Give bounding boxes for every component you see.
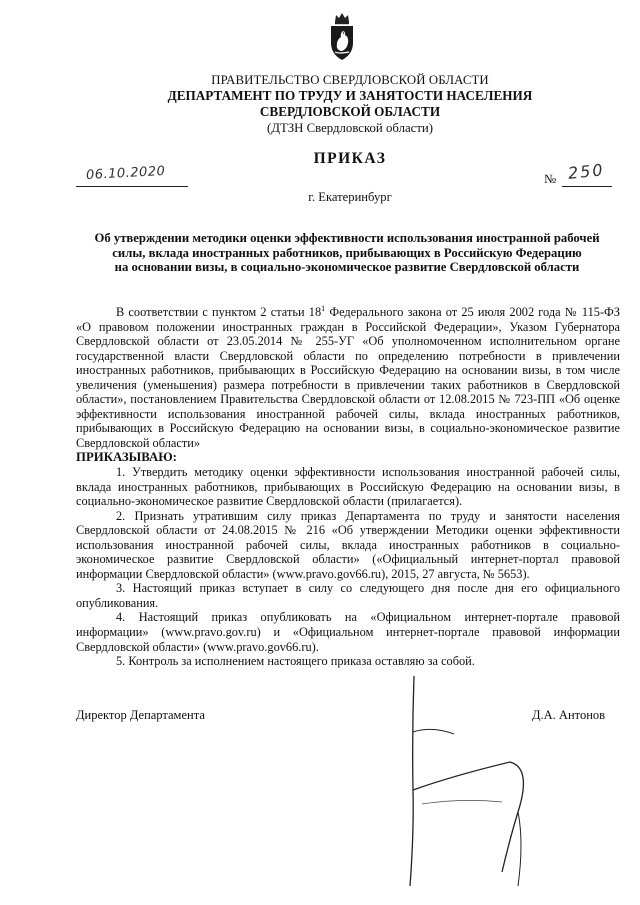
- order-item: 5. Контроль за исполнением настоящего приказа оставляю за собой.: [116, 654, 475, 669]
- government-title: ПРАВИТЕЛЬСТВО СВЕРДЛОВСКОЙ ОБЛАСТИ: [211, 73, 489, 87]
- subject-line: на основании визы, в социально-экономическое развитие Свердловской области: [114, 260, 580, 275]
- order-subject: [72, 231, 622, 275]
- preamble-paragraph: [76, 305, 620, 450]
- order-word: ПРИКАЗЫВАЮ:: [76, 450, 177, 465]
- city: г. Екатеринбург: [308, 190, 392, 204]
- signature-icon: [392, 672, 542, 892]
- region-title: СВЕРДЛОВСКОЙ ОБЛАСТИ: [259, 104, 441, 119]
- signatory-role: Директор Департамента: [76, 708, 205, 722]
- document-title: ПРИКАЗ: [313, 150, 387, 167]
- handwritten-date: 06.10.2020: [85, 163, 166, 184]
- order-item: 4. Настоящий приказ опубликовать на «Официальном интернет-портале правовой информации» (www.pravo.gov.ru) и «Официальном интернет-портале правовой информации Свердловской области» (www.pravo.gov66.ru).: [76, 610, 620, 654]
- handwritten-number: 250: [567, 160, 606, 183]
- subject-line: Об утверждении методики оценки эффективности использования иностранной рабочей: [94, 231, 600, 245]
- subject-line: силы, вклада иностранных работников, прибывающих в Российскую Федерацию: [112, 245, 582, 260]
- preamble-text: В соответствии с пунктом 2 статьи 18: [116, 305, 322, 319]
- date-field: [76, 164, 188, 187]
- number-field: [562, 160, 612, 187]
- document-body: [76, 305, 620, 669]
- coat-of-arms-icon: [327, 10, 357, 62]
- number-label: №: [544, 172, 557, 186]
- order-item: 1. Утвердить методику оценки эффективности использования иностранной рабочей силы, вклада иностранных работников, прибывающих в Российскую Федерацию на основании визы, в социально-экономическое развитие Свердловской области (прилагается).: [76, 465, 620, 509]
- order-item: 3. Настоящий приказ вступает в силу со следующего дня после дня его официального опубликования.: [76, 581, 620, 610]
- article-superscript: 1: [321, 303, 326, 313]
- department-title: ДЕПАРТАМЕНТ ПО ТРУДУ И ЗАНЯТОСТИ НАСЕЛЕНИЯ: [167, 88, 533, 103]
- department-abbreviation: (ДТЗН Свердловской области): [266, 121, 434, 135]
- signatory-name: Д.А. Антонов: [532, 708, 606, 722]
- order-item: 2. Признать утратившим силу приказ Департамента по труду и занятости населения Свердловской области от 24.08.2015 № 216 «Об утверждении Методики оценки эффективности использования иностранной рабочей силы, вклада иностранных работников в социально-экономическое развитие Свердловской области» («Официальный интернет-портал правовой информации Свердловской области» (www.pravo.gov66.ru), 2015, 27 августа, № 5653).: [76, 508, 620, 581]
- preamble-text: Федерального закона от 25 июля 2002 года № 115-ФЗ «О правовом положении иностранных граждан в Российской Федерации», Указом Губернатора Свердловской области от 23.05.2014 № 255-УГ «Об уполномоченном исполнительном органе государственной власти Свердловской области по определению потребности в привлечении иностранных работников, прибывающих в Российскую Федерацию на основании визы, в том числе увеличения (уменьшения) размера потребности в привлечении таких работников в Свердловской области», постановлением Правительства Свердловской области от 12.08.2015 № 723-ПП «Об оценке эффективности использования иностранной рабочей силы, вклада иностранных работников, прибывающих в Российскую Федерацию на основании визы, в социально-экономическое развитие Свердловской области»: [76, 305, 620, 450]
